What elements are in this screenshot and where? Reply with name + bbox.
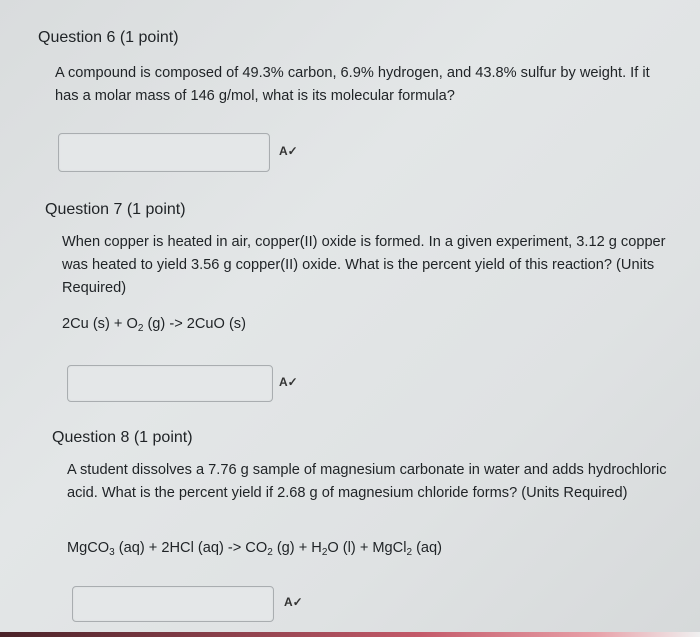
question-6-title xyxy=(38,29,179,47)
question-number: Question 6 xyxy=(38,29,116,46)
question-points: (1 point) xyxy=(126,201,186,218)
equation-part: 2Cu (s) + O xyxy=(62,316,138,332)
question-8-title xyxy=(52,429,193,447)
question-points: (1 point) xyxy=(119,29,179,46)
question-8-text: A student dissolves a 7.76 g sample of magnesium carbonate in water and adds hydrochloric acid. What is the percent yield if 2.68 g of magnesium chloride forms? (Units Required) xyxy=(67,462,667,501)
equation-part: (g) + H xyxy=(272,540,322,556)
question-8-answer-input[interactable] xyxy=(72,586,274,622)
screen-bottom-edge xyxy=(0,632,700,637)
equation-part: O (l) + MgCl xyxy=(327,540,407,556)
equation-part: MgCO xyxy=(67,540,110,556)
question-6-answer-input[interactable] xyxy=(58,133,270,172)
question-7-title xyxy=(45,201,186,219)
question-6-text: A compound is composed of 49.3% carbon, 6.9% hydrogen, and 43.8% sulfur by weight. If it has a molar mass of 146 g/mol, what is its molecular formula? xyxy=(55,65,650,104)
subscript: 2 xyxy=(321,547,328,558)
subscript: 2 xyxy=(406,547,413,558)
question-number: Question 7 xyxy=(45,201,123,218)
question-7-equation xyxy=(62,316,246,334)
spellcheck-icon[interactable]: A✓ xyxy=(284,595,303,609)
spellcheck-icon[interactable]: A✓ xyxy=(279,144,298,158)
question-7-answer-input[interactable] xyxy=(67,365,273,402)
spellcheck-icon[interactable]: A✓ xyxy=(279,375,298,389)
question-number: Question 8 xyxy=(52,429,130,446)
subscript: 2 xyxy=(137,323,144,334)
equation-part: (g) -> 2CuO (s) xyxy=(143,316,246,332)
equation-part: (aq) xyxy=(412,540,443,556)
question-points: (1 point) xyxy=(133,429,193,446)
subscript: 2 xyxy=(267,547,273,558)
subscript: 3 xyxy=(109,547,115,558)
equation-part: (aq) + 2HCl (aq) -> CO xyxy=(114,540,268,556)
question-8-equation xyxy=(67,540,442,558)
question-7-text: When copper is heated in air, copper(II) oxide is formed. In a given experiment, 3.12 g copper was heated to yield 3.56 g copper(II) oxide. What is the percent yield of this reaction? (Units Required) xyxy=(62,234,666,296)
